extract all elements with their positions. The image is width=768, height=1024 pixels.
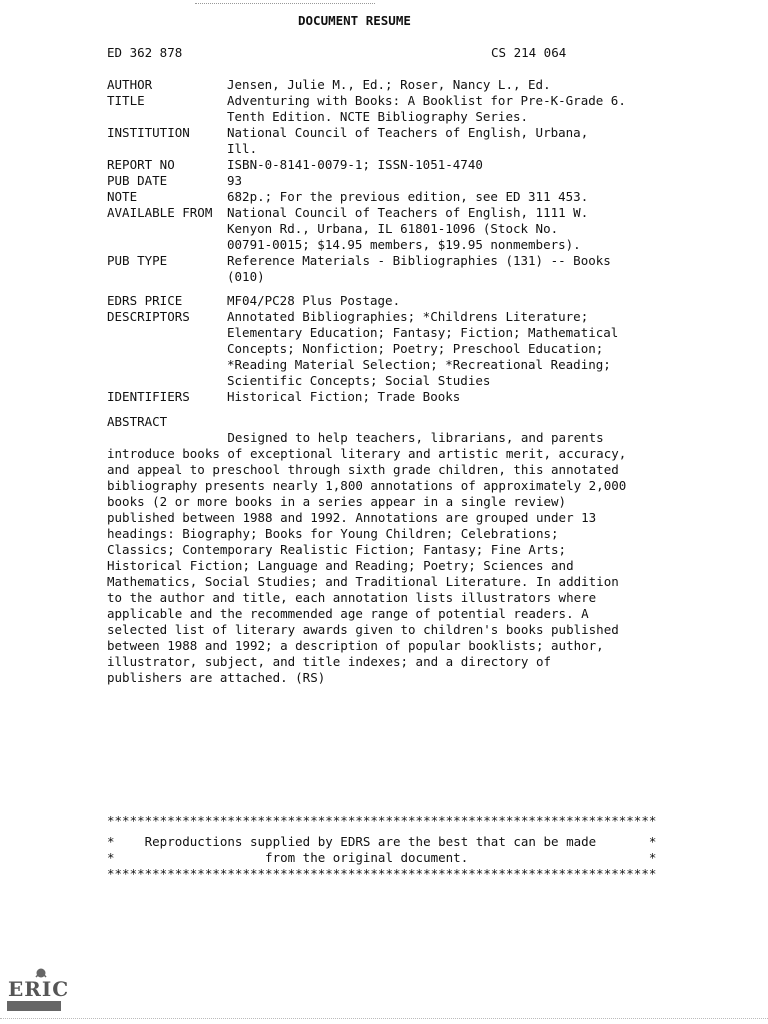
abstract-line: books (2 or more books in a series appear in a single review): [107, 494, 567, 509]
metadata-value-line: Jensen, Julie M., Ed.; Roser, Nancy L., Ed.: [227, 77, 551, 92]
bottom-divider: [0, 1018, 768, 1019]
abstract-line: Mathematics, Social Studies; and Traditional Literature. In addition: [107, 574, 619, 589]
abstract-line: Designed to help teachers, librarians, and parents: [107, 430, 604, 445]
footer-star-row-top: *************************************************************************: [107, 813, 657, 828]
metadata-label: EDRS PRICE: [107, 293, 183, 308]
metadata-value-line: Reference Materials - Bibliographies (131) -- Books: [227, 253, 611, 268]
metadata-value-line: Concepts; Nonfiction; Poetry; Preschool Education;: [227, 341, 604, 356]
abstract-label: ABSTRACT: [107, 414, 168, 429]
abstract-line: headings: Biography; Books for Young Children; Celebrations;: [107, 526, 559, 541]
abstract-line: and appeal to preschool through sixth grade children, this annotated: [107, 462, 619, 477]
top-divider: [195, 3, 375, 4]
metadata-label: PUB TYPE: [107, 253, 168, 268]
metadata-label: DESCRIPTORS: [107, 309, 190, 324]
metadata-value-line: Adventuring with Books: A Booklist for Pre-K-Grade 6.: [227, 93, 626, 108]
metadata-value-line: National Council of Teachers of English, Urbana,: [227, 125, 589, 140]
metadata-label: TITLE: [107, 93, 145, 108]
metadata-value-line: Elementary Education; Fantasy; Fiction; Mathematical: [227, 325, 619, 340]
metadata-label: REPORT NO: [107, 157, 175, 172]
metadata-value-line: National Council of Teachers of English, 1111 W.: [227, 205, 589, 220]
metadata-label: INSTITUTION: [107, 125, 190, 140]
metadata-value-line: Historical Fiction; Trade Books: [227, 389, 461, 404]
metadata-value-line: 93: [227, 173, 243, 188]
metadata-value-line: MF04/PC28 Plus Postage.: [227, 293, 401, 308]
footer-star-row-bottom: *************************************************************************: [107, 866, 657, 881]
abstract-body: [107, 430, 647, 686]
metadata-label: AUTHOR: [107, 77, 153, 92]
metadata-label: IDENTIFIERS: [107, 389, 190, 404]
abstract-line: Classics; Contemporary Realistic Fiction; Fantasy; Fine Arts;: [107, 542, 567, 557]
cs-number: CS 214 064: [491, 45, 567, 60]
footer-notice-line-2: * from the original document. *: [107, 850, 657, 865]
metadata-label: AVAILABLE FROM: [107, 205, 213, 220]
abstract-line: Historical Fiction; Language and Reading; Poetry; Sciences and: [107, 558, 574, 573]
abstract-line: published between 1988 and 1992. Annotations are grouped under 13: [107, 510, 597, 525]
eric-logo-bar: [7, 1001, 61, 1011]
metadata-value-line: Ill.: [227, 141, 258, 156]
abstract-line: illustrator, subject, and title indexes; and a directory of: [107, 654, 552, 669]
metadata-value-line: 682p.; For the previous edition, see ED 311 453.: [227, 189, 589, 204]
metadata-value-line: Tenth Edition. NCTE Bibliography Series.: [227, 109, 529, 124]
abstract-line: between 1988 and 1992; a description of popular booklists; author,: [107, 638, 604, 653]
abstract-line: to the author and title, each annotation lists illustrators where: [107, 590, 597, 605]
eric-logo: [3, 963, 70, 1015]
metadata-value-line: *Reading Material Selection; *Recreational Reading;: [227, 357, 611, 372]
metadata-value-line: Kenyon Rd., Urbana, IL 61801-1096 (Stock No.: [227, 221, 559, 236]
metadata-value-line: (010): [227, 269, 265, 284]
abstract-line: applicable and the recommended age range of potential readers. A: [107, 606, 589, 621]
metadata-label: PUB DATE: [107, 173, 168, 188]
metadata-label: NOTE: [107, 189, 138, 204]
metadata-value-line: Annotated Bibliographies; *Childrens Literature;: [227, 309, 589, 324]
metadata-value-line: 00791-0015; $14.95 members, $19.95 nonmembers).: [227, 237, 581, 252]
footer-notice-line-1: * Reproductions supplied by EDRS are the best that can be made *: [107, 834, 657, 849]
abstract-line: publishers are attached. (RS): [107, 670, 326, 685]
abstract-line: introduce books of exceptional literary and artistic merit, accuracy,: [107, 446, 627, 461]
abstract-line: bibliography presents nearly 1,800 annotations of approximately 2,000: [107, 478, 627, 493]
abstract-line: selected list of literary awards given to children's books published: [107, 622, 619, 637]
eric-logo-text: ERIC: [8, 977, 70, 1001]
document-title: DOCUMENT RESUME: [298, 13, 411, 28]
metadata-value-line: ISBN-0-8141-0079-1; ISSN-1051-4740: [227, 157, 483, 172]
ed-number: ED 362 878: [107, 45, 183, 60]
metadata-value-line: Scientific Concepts; Social Studies: [227, 373, 491, 388]
